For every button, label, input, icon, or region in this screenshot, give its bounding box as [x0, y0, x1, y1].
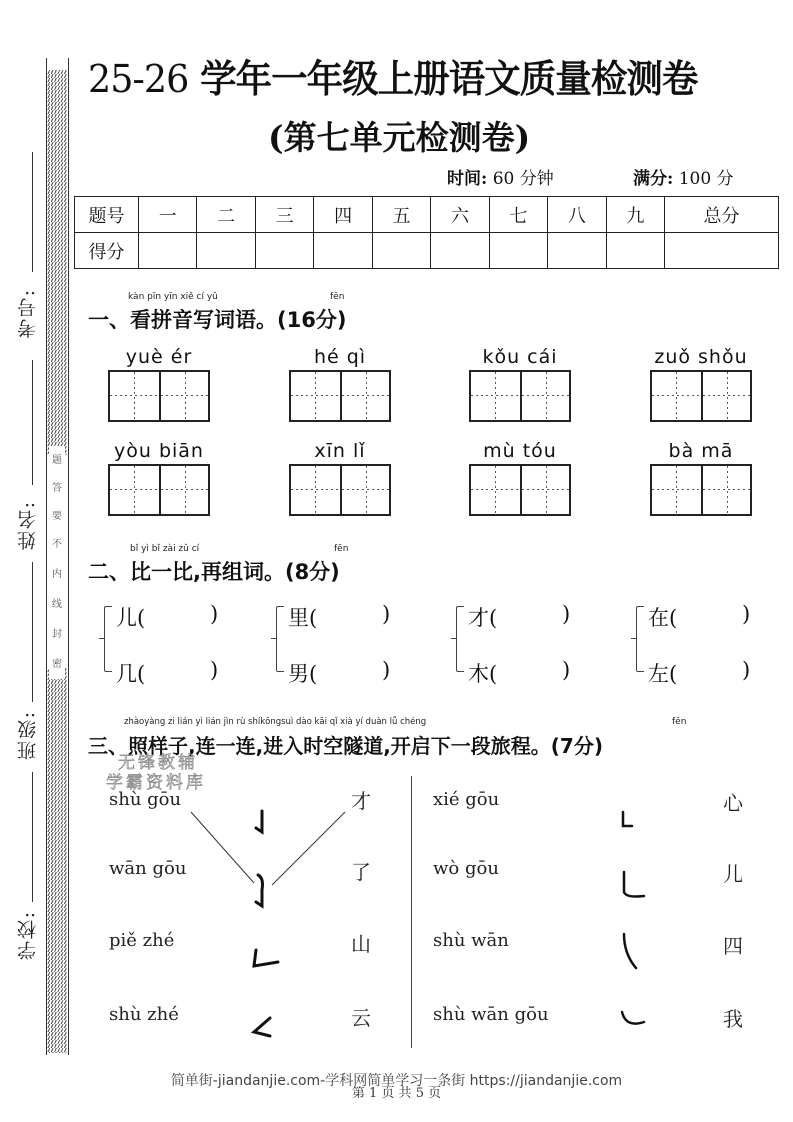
score-row-label: 得分 [75, 233, 139, 269]
match-character[interactable]: 心 [723, 791, 743, 815]
compare-bottom: 木( [468, 662, 498, 686]
pinyin-text: xīn lǐ [314, 440, 366, 462]
match-character[interactable]: 我 [723, 1007, 743, 1031]
header-cell: 五 [372, 197, 430, 233]
seal-char: 不 [49, 530, 65, 559]
section3-ruby-fen: fēn [672, 717, 687, 727]
seal-char: 封 [49, 620, 65, 649]
stroke-name[interactable]: wān gōu [109, 858, 187, 879]
time-value: 60 分钟 [492, 169, 554, 189]
pinyin-text: mù tóu [483, 440, 557, 462]
close-paren: ) [562, 658, 571, 682]
compare-top: 儿( [116, 606, 146, 630]
time-label: 时间: [447, 169, 488, 189]
full-score-label: 满分: [633, 169, 674, 189]
header-cell: 六 [431, 197, 489, 233]
header-cell: 八 [548, 197, 606, 233]
pinyin-text: yòu biān [114, 440, 204, 462]
pinyin-text: kǒu cái [482, 346, 558, 368]
stroke-name[interactable]: shù zhé [109, 1004, 179, 1025]
match-character[interactable]: 了 [351, 860, 371, 884]
title-text: 学年一年级上册语文质量检测卷 [200, 56, 698, 101]
stroke-xiegou-icon[interactable] [618, 808, 638, 832]
match-character[interactable]: 云 [351, 1006, 371, 1030]
seal-char: 答 [49, 474, 65, 503]
class-label: 班级: [17, 710, 39, 761]
pinyin-text: hé qì [313, 346, 367, 368]
close-paren: ) [210, 602, 219, 626]
close-paren: ) [382, 658, 391, 682]
stroke-shuwan-icon[interactable] [618, 930, 642, 972]
seal-char: 要 [49, 502, 65, 531]
pinyin-text: zuǒ shǒu [654, 346, 748, 368]
watermark-line1: 无锋教辅 [118, 753, 198, 773]
section3-ruby: zhàoyàng zi lián yì lián jìn rù shíkōngsuì dào kāi qǐ xià yí duàn lǚ chéng [124, 717, 427, 727]
stroke-wogou-icon[interactable] [618, 868, 648, 902]
stroke-name[interactable]: shù wān [433, 930, 509, 951]
header-cell: 九 [606, 197, 664, 233]
section1-ruby-fen: fēn [330, 292, 345, 302]
school-label: 学校: [17, 910, 39, 961]
compare-top: 里( [288, 606, 318, 630]
header-cell: 三 [255, 197, 313, 233]
page-number: 第 1 页 共 5 页 [351, 1086, 442, 1101]
compare-top: 在( [648, 606, 678, 630]
header-cell: 总分 [665, 197, 779, 233]
exam-subtitle: (第七单元检测卷) [268, 118, 531, 157]
seal-char: 线 [49, 590, 65, 619]
section1-title: 一、看拼音写词语。(16分) [88, 308, 347, 332]
section3-title: 三、照样子,连一连,进入时空隧道,开启下一段旅程。(7分) [88, 734, 603, 758]
header-cell: 四 [314, 197, 372, 233]
section2-title: 二、比一比,再组词。(8分) [88, 560, 340, 584]
seal-char: 密 [49, 650, 65, 679]
match-character[interactable]: 才 [351, 789, 371, 813]
full-score-value: 100 分 [678, 169, 734, 189]
stroke-name[interactable]: shù gōu [109, 789, 182, 810]
header-cell: 二 [197, 197, 255, 233]
site-watermark-footer: 简单街-jiandanjie.com-学科网简单学习一条街 https://jiandanjie.com [170, 1073, 623, 1089]
stroke-name[interactable]: wò gōu [433, 858, 499, 879]
close-paren: ) [742, 658, 751, 682]
section2-ruby: bǐ yì bǐ zài zǔ cí [130, 544, 200, 554]
compare-bottom: 几( [116, 662, 146, 686]
header-cell: 题号 [75, 197, 139, 233]
compare-top: 才( [468, 606, 498, 630]
compare-bottom: 男( [288, 662, 318, 686]
close-paren: ) [382, 602, 391, 626]
stroke-name[interactable]: xié gōu [433, 789, 500, 810]
seal-char: 题 [49, 446, 65, 475]
stroke-name[interactable]: piě zhé [109, 930, 175, 951]
match-character[interactable]: 儿 [723, 862, 743, 886]
header-cell: 一 [139, 197, 197, 233]
close-paren: ) [210, 658, 219, 682]
title-year: 25-26 [88, 57, 189, 101]
section2-ruby-fen: fēn [334, 544, 349, 554]
compare-bottom: 左( [648, 662, 678, 686]
match-character[interactable]: 山 [351, 932, 371, 956]
stroke-shuwangou-icon[interactable] [618, 1008, 648, 1030]
pinyin-text: yuè ér [125, 346, 193, 368]
stroke-name[interactable]: shù wān gōu [433, 1004, 549, 1025]
pinyin-text: bà mā [668, 440, 734, 462]
header-cell: 七 [489, 197, 547, 233]
exam-number-label: 考号: [17, 288, 39, 339]
name-label: 姓名: [17, 500, 39, 551]
close-paren: ) [742, 602, 751, 626]
seal-char: 内 [49, 560, 65, 589]
match-character[interactable]: 四 [723, 934, 743, 958]
close-paren: ) [562, 602, 571, 626]
watermark-line2: 学霸资料库 [106, 773, 206, 793]
section1-ruby: kàn pīn yīn xiě cí yǔ [128, 292, 218, 302]
